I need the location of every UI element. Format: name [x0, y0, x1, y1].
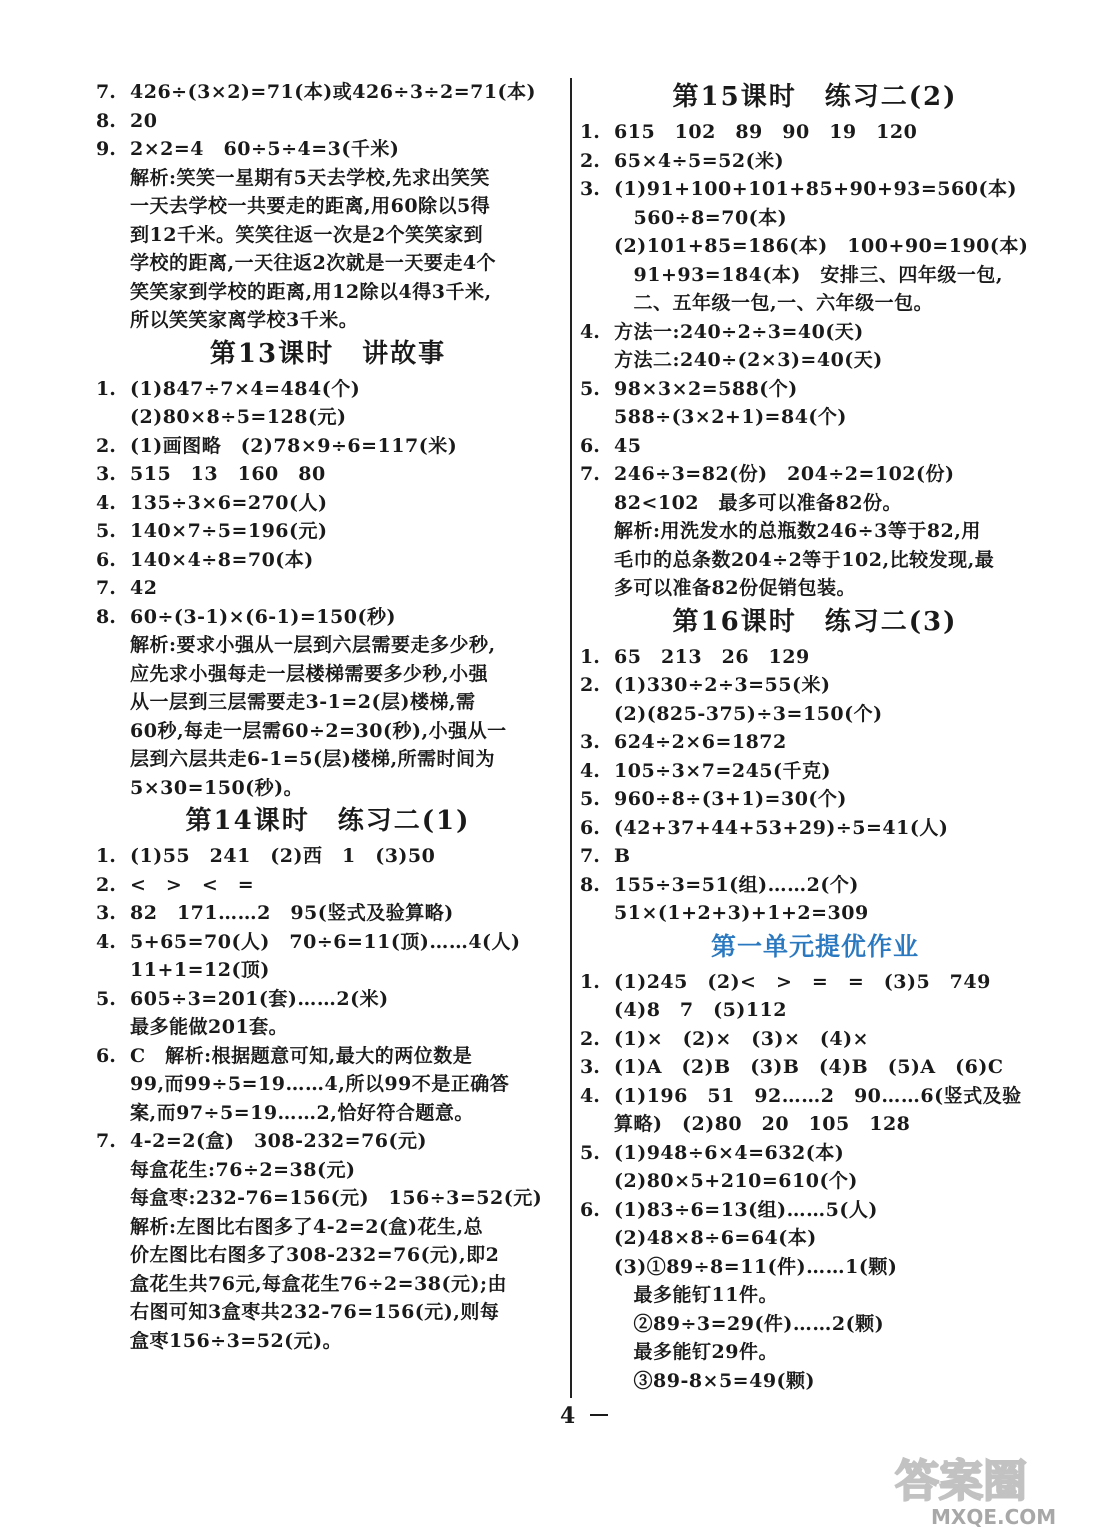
section-title: 第15课时 练习二(2): [672, 82, 958, 112]
answer-body: [614, 318, 1050, 375]
answer-number: 3.: [96, 463, 116, 485]
answer-body: [614, 728, 1050, 757]
answer-line: 案,而97÷5=19……2,恰好符合题意。: [130, 1101, 474, 1124]
answer-item: [96, 107, 560, 136]
answer-item: [580, 460, 1050, 603]
answer-number: 6.: [580, 816, 600, 839]
answer-line: (1)91+100+101+85+90+93=560(本): [614, 178, 1017, 200]
answer-line: 515 13 160 80: [130, 463, 326, 485]
answer-item: [580, 757, 1050, 786]
answer-line: 到12千米。笑笑往返一次是2个笑笑家到: [130, 223, 484, 246]
answer-line: 最多能钉29件。: [614, 1341, 778, 1363]
answer-item: [580, 1196, 1050, 1396]
answer-number: 2.: [580, 674, 600, 696]
answer-line: (1)× (2)× (3)× (4)×: [614, 1027, 869, 1050]
answer-item: [580, 871, 1050, 928]
answer-number: 2.: [580, 1027, 600, 1050]
answer-line: 每盒花生:76÷2=38(元): [130, 1158, 356, 1181]
answer-number: 7.: [96, 81, 116, 103]
answer-body: [130, 135, 560, 335]
answer-body: [614, 643, 1050, 672]
answer-item: [580, 1025, 1050, 1054]
answer-line: 解析:笑笑一星期有5天去学校,先求出笑笑: [130, 166, 490, 189]
answer-body: [130, 1127, 560, 1355]
answer-number: 7.: [96, 577, 116, 599]
answer-line: 应先求小强每走一层楼梯需要多少秒,小强: [130, 662, 489, 685]
answer-line: 解析:要求小强从一层到六层需要走多少秒,: [130, 634, 496, 656]
answer-body: [130, 546, 560, 575]
answer-line: 605÷3=201(套)……2(米): [130, 987, 389, 1010]
answer-line: 算略) (2)80 20 105 128: [614, 1113, 911, 1135]
answer-body: [614, 968, 1050, 1025]
answer-body: [614, 757, 1050, 786]
answer-line: 学校的距离,一天往返2次就是一天要走4个: [130, 252, 497, 274]
answer-line: 方法二:240÷(2×3)=40(天): [614, 349, 883, 371]
answer-number: 5.: [580, 377, 600, 400]
answer-line: 所以笑笑家离学校3千米。: [130, 309, 359, 331]
answer-line: 笑笑家到学校的距离,用12除以4得3千米,: [130, 280, 492, 303]
answer-line: (2)80×5+210=610(个): [614, 1170, 858, 1192]
answer-item: [96, 135, 560, 335]
answer-line: 5+65=70(人) 70÷6=11(顶)……4(人): [130, 930, 521, 953]
answer-number: 7.: [580, 463, 600, 485]
answer-line: 一天去学校一共要走的距离,用60除以5得: [130, 195, 491, 217]
answer-line: 615 102 89 90 19 120: [614, 121, 918, 143]
answer-line: 99,而99÷5=19……4,所以99不是正确答: [130, 1073, 510, 1095]
answer-body: [614, 118, 1050, 147]
answer-body: [130, 928, 560, 985]
answer-item: [96, 517, 560, 546]
answer-line: (1)196 51 92……2 90……6(竖式及验: [614, 1084, 1022, 1107]
answer-number: 1.: [580, 121, 600, 143]
column-divider: [570, 78, 572, 1398]
answer-body: [614, 814, 1050, 843]
answer-body: [614, 432, 1050, 461]
answer-item: [96, 928, 560, 985]
answer-number: 3.: [580, 731, 600, 753]
answer-line: (1)A (2)B (3)B (4)B (5)A (6)C: [614, 1056, 1004, 1078]
answer-line: 最多能钉11件。: [614, 1284, 778, 1306]
answer-number: 1.: [580, 645, 600, 668]
answer-line: ②89÷3=29(件)……2(颗): [614, 1312, 885, 1335]
answer-body: [614, 1196, 1050, 1396]
answer-item: [580, 375, 1050, 432]
answer-line: 560÷8=70(本): [614, 206, 788, 229]
answer-number: 1.: [580, 970, 600, 993]
answer-item: [580, 1082, 1050, 1139]
answer-line: (1)245 (2)< > = = (3)5 749: [614, 970, 991, 993]
answer-line: ③89-8×5=49(颗): [614, 1369, 816, 1392]
answer-line: (1)画图略 (2)78×9÷6=117(米): [130, 434, 458, 457]
answer-line: 解析:左图比右图多了4-2=2(盒)花生,总: [130, 1215, 484, 1238]
answer-line: 140×4÷8=70(本): [130, 548, 314, 571]
answer-line: 60÷(3-1)×(6-1)=150(秒): [130, 605, 396, 628]
answer-item: [96, 871, 560, 900]
answer-body: [614, 1025, 1050, 1054]
answer-line: (1)847÷7×4=484(个): [130, 377, 361, 400]
answer-item: [580, 643, 1050, 672]
answer-item: [580, 785, 1050, 814]
answer-body: [130, 375, 560, 432]
answer-line: 层到六层共走6-1=5(层)楼梯,所需时间为: [130, 748, 496, 770]
answer-line: 65×4÷5=52(米): [614, 149, 785, 172]
answer-number: 1.: [96, 845, 116, 867]
answer-line: 11+1=12(顶): [130, 959, 270, 981]
answer-item: [580, 671, 1050, 728]
page-number: 4: [560, 1403, 576, 1429]
answer-body: [614, 175, 1050, 318]
answer-line: 20: [130, 109, 158, 132]
answer-number: 6.: [96, 1044, 116, 1067]
watermark-line1: 答案圈: [895, 1456, 1027, 1507]
answer-item: [96, 603, 560, 803]
answer-body: [130, 574, 560, 603]
answer-line: 右图可知3盒枣共232-76=156(元),则每: [130, 1301, 500, 1323]
answer-line: 98×3×2=588(个): [614, 377, 798, 400]
answer-body: [614, 842, 1050, 871]
answer-number: 3.: [580, 178, 600, 200]
answer-body: [614, 460, 1050, 603]
answer-line: 多可以准备82份促销包装。: [614, 577, 856, 599]
answer-body: [130, 985, 560, 1042]
answer-number: 8.: [96, 109, 116, 132]
answer-item: [580, 728, 1050, 757]
answer-number: 2.: [96, 873, 116, 896]
answer-body: [130, 603, 560, 803]
answer-number: 3.: [96, 902, 116, 924]
answer-item: [96, 1127, 560, 1355]
answer-item: [580, 147, 1050, 176]
answer-number: 5.: [580, 788, 600, 810]
answer-line: 105÷3×7=245(千克): [614, 759, 832, 782]
answer-line: 155÷3=51(组)……2(个): [614, 873, 859, 896]
answer-number: 4.: [96, 930, 116, 953]
answer-body: [130, 1042, 560, 1128]
answer-line: C 解析:根据题意可知,最大的两位数是: [130, 1044, 473, 1067]
answer-line: 方法一:240÷2÷3=40(天): [614, 320, 864, 343]
answer-line: 45: [614, 434, 642, 457]
answer-number: 4.: [580, 1084, 600, 1107]
answer-line: 二、五年级一包,一、六年级一包。: [614, 292, 934, 314]
answer-number: 3.: [580, 1056, 600, 1078]
answer-line: 65 213 26 129: [614, 645, 810, 668]
answer-line: (1)83÷6=13(组)……5(人): [614, 1198, 878, 1221]
answer-number: 5.: [580, 1141, 600, 1164]
answer-line: 4-2=2(盒) 308-232=76(元): [130, 1130, 427, 1152]
answer-line: 盒花生共76元,每盒花生76÷2=38(元);由: [130, 1272, 507, 1295]
answer-item: [580, 842, 1050, 871]
answer-item: [96, 432, 560, 461]
answer-body: [130, 517, 560, 546]
answer-number: 7.: [96, 1130, 116, 1152]
answer-number: 4.: [580, 759, 600, 782]
page-number-dash: [590, 1414, 608, 1416]
answer-item: [96, 1042, 560, 1128]
answer-line: 毛巾的总条数204÷2等于102,比较发现,最: [614, 548, 995, 571]
answer-line: 135÷3×6=270(人): [130, 491, 328, 514]
answer-item: [580, 118, 1050, 147]
answer-line: 140×7÷5=196(元): [130, 520, 328, 542]
answer-number: 2.: [580, 149, 600, 172]
answer-item: [580, 1139, 1050, 1196]
answer-body: [614, 1139, 1050, 1196]
answer-line: 246÷3=82(份) 204÷2=102(份): [614, 463, 955, 485]
answer-item: [96, 78, 560, 107]
answer-line: 82 171……2 95(竖式及验算略): [130, 902, 454, 924]
answer-item: [580, 814, 1050, 843]
section-title: 第14课时 练习二(1): [185, 806, 471, 836]
answer-number: 6.: [580, 1198, 600, 1221]
answer-body: [614, 785, 1050, 814]
answer-item: [580, 175, 1050, 318]
watermark-logo: [887, 1446, 1087, 1530]
answer-line: (4)8 7 (5)112: [614, 999, 788, 1021]
answer-number: 6.: [580, 434, 600, 457]
answer-body: [130, 460, 560, 489]
answer-number: 5.: [96, 987, 116, 1010]
answer-line: (42+37+44+53+29)÷5=41(人): [614, 816, 949, 839]
answer-line: 60秒,每走一层需60÷2=30(秒),小强从一: [130, 719, 507, 742]
section-title: 第一单元提优作业: [710, 931, 919, 961]
answer-line: (1)330÷2÷3=55(米): [614, 674, 831, 696]
answer-line: 2×2=4 60÷5÷4=3(千米): [130, 138, 400, 160]
answer-line: (2)80×8÷5=128(元): [130, 406, 347, 428]
answer-body: [130, 899, 560, 928]
answer-number: 9.: [96, 138, 116, 160]
answer-number: 2.: [96, 434, 116, 457]
left-column: [96, 78, 560, 1355]
answer-body: [130, 842, 560, 871]
answer-item: [96, 985, 560, 1042]
answer-number: 4.: [580, 320, 600, 343]
answer-item: [96, 574, 560, 603]
answer-number: 5.: [96, 520, 116, 542]
answer-item: [580, 1053, 1050, 1082]
answer-body: [130, 489, 560, 518]
answer-item: [580, 318, 1050, 375]
answer-body: [614, 375, 1050, 432]
answer-body: [130, 107, 560, 136]
section-title: 第16课时 练习二(3): [672, 606, 958, 637]
answer-line: (1)948÷6×4=632(本): [614, 1141, 845, 1164]
answer-line: (1)55 241 (2)西 1 (3)50: [130, 845, 436, 867]
answer-item: [580, 432, 1050, 461]
answer-line: 解析:用洗发水的总瓶数246÷3等于82,用: [614, 520, 981, 542]
answer-body: [614, 1082, 1050, 1139]
answer-number: 8.: [580, 873, 600, 896]
answer-line: 盒枣156÷3=52(元)。: [130, 1329, 343, 1352]
answer-line: (2)48×8÷6=64(本): [614, 1227, 817, 1249]
answer-line: 82<102 最多可以准备82份。: [614, 491, 902, 514]
answer-line: 51×(1+2+3)+1+2=309: [614, 902, 869, 924]
answer-body: [130, 78, 560, 107]
answer-number: 8.: [96, 605, 116, 628]
answer-item: [96, 842, 560, 871]
answer-line: 每盒枣:232-76=156(元) 156÷3=52(元): [130, 1187, 543, 1209]
section-title: 第13课时 讲故事: [209, 338, 447, 369]
answer-body: [614, 147, 1050, 176]
answer-body: [614, 871, 1050, 928]
answer-line: 624÷2×6=1872: [614, 731, 787, 753]
answer-number: 7.: [580, 845, 600, 867]
answer-body: [130, 871, 560, 900]
answer-number: 1.: [96, 377, 116, 400]
answer-line: B: [614, 845, 631, 867]
answer-item: [96, 899, 560, 928]
answer-item: [96, 546, 560, 575]
watermark-line2: MXQE.COM: [931, 1505, 1057, 1529]
answer-line: 从一层到三层需要走3-1=2(层)楼梯,需: [130, 691, 476, 713]
answer-line: < > < =: [130, 873, 255, 896]
answer-line: 588÷(3×2+1)=84(个): [614, 406, 847, 428]
answer-item: [96, 375, 560, 432]
answer-number: 4.: [96, 491, 116, 514]
answer-body: [614, 1053, 1050, 1082]
answer-line: 91+93=184(本) 安排三、四年级一包,: [614, 263, 1003, 286]
answer-body: [130, 432, 560, 461]
answer-number: 6.: [96, 548, 116, 571]
answer-line: 5×30=150(秒)。: [130, 776, 304, 799]
answer-item: [580, 968, 1050, 1025]
answer-line: 价左图比右图多了308-232=76(元),即2: [130, 1244, 500, 1266]
answer-line: (3)①89÷8=11(件)……1(颗): [614, 1255, 898, 1278]
answer-body: [614, 671, 1050, 728]
answer-line: 42: [130, 577, 158, 599]
answer-line: 426÷(3×2)=71(本)或426÷3÷2=71(本): [130, 81, 537, 103]
answer-item: [96, 460, 560, 489]
answer-line: (2)(825-375)÷3=150(个): [614, 702, 883, 725]
answer-line: 960÷8÷(3+1)=30(个): [614, 788, 847, 810]
answer-item: [96, 489, 560, 518]
answer-line: (2)101+85=186(本) 100+90=190(本): [614, 235, 1029, 257]
right-column: [580, 78, 1050, 1395]
answer-line: 最多能做201套。: [130, 1016, 289, 1038]
